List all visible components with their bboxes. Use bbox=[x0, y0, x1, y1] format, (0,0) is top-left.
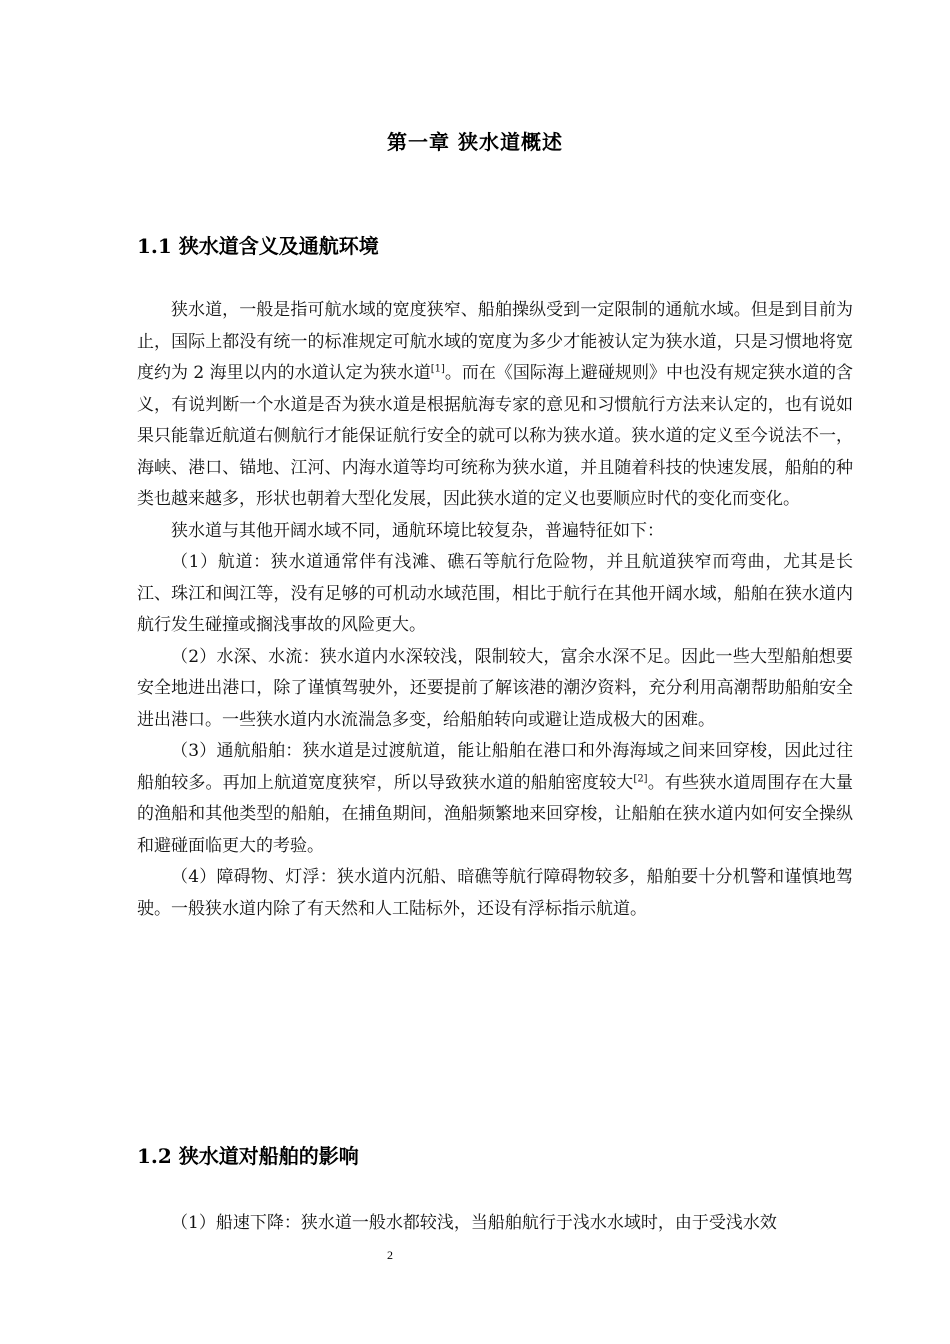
paragraph-speed-drop: （1）船速下降：狭水道一般水都较浅，当船舶航行于浅水水域时，由于受浅水效 bbox=[171, 1213, 777, 1233]
paragraph-channel: （1）航道：狭水道通常伴有浅滩、礁石等航行危险物，并且航道狭窄而弯曲，尤其是长江、珠江和闽江等，没有足够的可机动水域范围，相比于航行在其他开阔水域，船舶在狭水道内航行发生碰撞或搁浅事故的风险更大。 bbox=[137, 552, 853, 635]
paragraph-text: 。而在《国际海上避碰规则》中也没有规定狭水道的含义，有说判断一个水道是否为狭水道是根据航海专家的意见和习惯航行方法来认定的，也有说如果只能靠近航道右侧航行才能保证航行安全的就可以称为狭水道。狭水道的定义至今说法不一，海峡、港口、锚地、江河、内海水道等均可统称为狭水道，并且随着科技的快速发展，船舶的种类也越来越多，形状也朝着大型化发展，因此狭水道的定义也要顺应时代的变化而变化。 bbox=[137, 363, 854, 509]
paragraph-traffic bbox=[137, 736, 853, 862]
citation-ref-2: [2] bbox=[633, 772, 648, 784]
section-1-1 bbox=[137, 232, 853, 260]
paragraph-features-intro: 狭水道与其他开阔水域不同，通航环境比较复杂，普遍特征如下： bbox=[171, 520, 664, 541]
section-title-1-2: 1.2 狭水道对船舶的影响 bbox=[137, 1144, 359, 1168]
section-1-2 bbox=[137, 1142, 853, 1170]
section-1-2-body bbox=[137, 1208, 853, 1240]
section-1-1-body bbox=[137, 295, 853, 925]
paragraph-text: 狭水道，一般是指可航水域的宽度狭窄、船舶操纵受到一定限制的通航水域。但是到目前为止，国际上都没有统一的标准规定可航水域的宽度为多少才能被认定为狭水道，只是习惯地将宽度约为 2 海里以内的水道认定为狭水道 bbox=[137, 300, 853, 383]
paragraph-text: （3）通航船舶：狭水道是过渡航道，能让船舶在港口和外海海域之间来回穿梭，因此过往船舶较多。再加上航道宽度狭窄，所以导致狭水道的船舶密度较大 bbox=[137, 741, 853, 793]
citation-ref-1: [1] bbox=[430, 363, 445, 375]
page-number: 2 bbox=[387, 1248, 393, 1262]
paragraph-text: 。有些狭水道周围存在大量的渔船和其他类型的船舶，在捕鱼期间，渔船频繁地来回穿梭，让船舶在狭水道内如何安全操纵和避碰面临更大的考验。 bbox=[137, 772, 854, 856]
chapter-title: 第一章 狭水道概述 bbox=[387, 130, 563, 154]
paragraph-depth-current: （2）水深、水流：狭水道内水深较浅，限制较大，富余水深不足。因此一些大型船舶想要安全地进出港口，除了谨慎驾驶外，还要提前了解该港的潮汐资料，充分利用高潮帮助船舶安全进出港口。一些狭水道内水流湍急多变，给船舶转向或避让造成极大的困难。 bbox=[137, 646, 853, 730]
section-title-1-1: 1.1 狭水道含义及通航环境 bbox=[137, 234, 379, 258]
paragraph-obstacles: （4）障碍物、灯浮：狭水道内沉船、暗礁等航行障碍物较多，船舶要十分机警和谨慎地驾驶。一般狭水道内除了有天然和人工陆标外，还设有浮标指示航道。 bbox=[137, 867, 853, 919]
paragraph-definition bbox=[137, 295, 853, 516]
